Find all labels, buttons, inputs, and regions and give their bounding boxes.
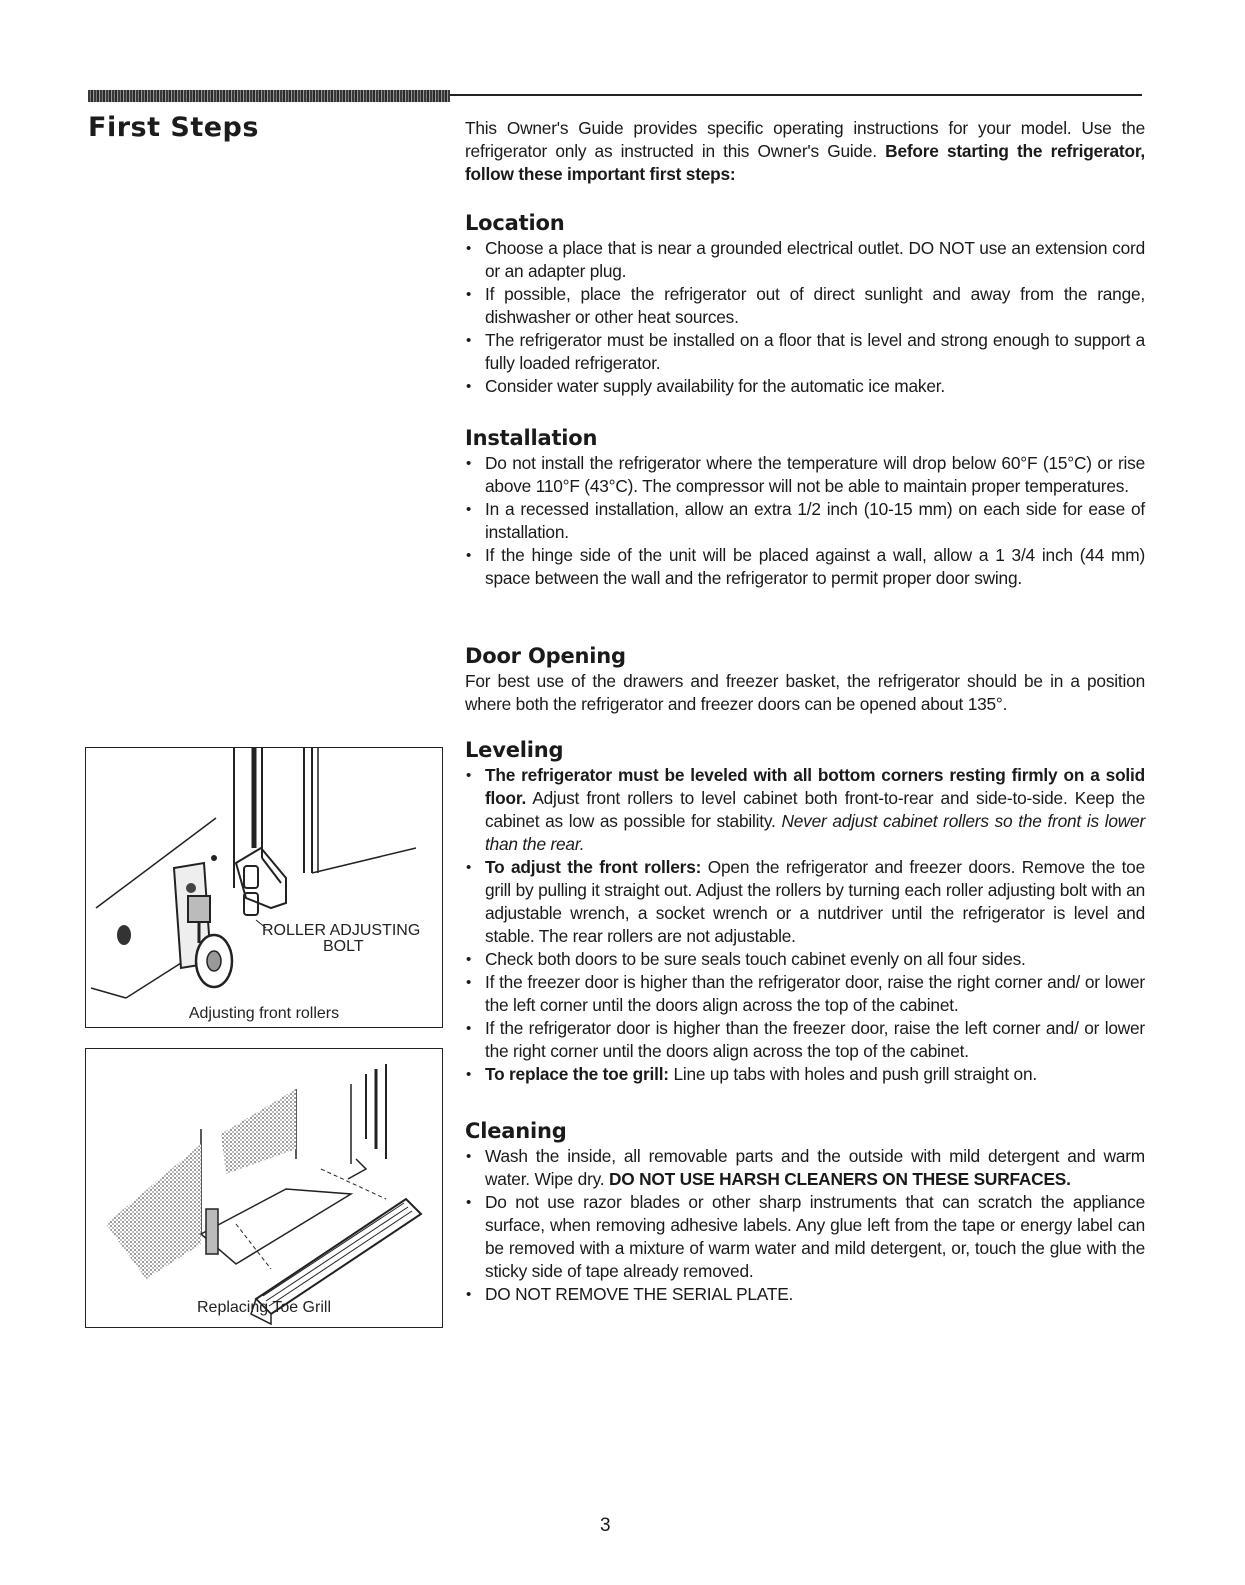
leveling-item1-text: Adjust front rollers to level cabinet both front-to-rear and side-to-side. Keep the cabinet as low as possible for stability.: [485, 788, 1145, 831]
header-rule: [450, 94, 1142, 96]
list-item: • If the hinge side of the unit will be placed against a wall, allow a 1 3/4 inch (44 mm) space between the wall and the refrigerator to permit proper door swing.: [465, 544, 1145, 590]
list-item: • If possible, place the refrigerator out of direct sunlight and away from the range, dishwasher or other heat sources.: [465, 283, 1145, 329]
leveling-heading: Leveling: [465, 738, 564, 762]
list-item: • The refrigerator must be installed on a floor that is level and strong enough to support a fully loaded refrigerator.: [465, 329, 1145, 375]
figure-toe-grill: [85, 1048, 443, 1328]
cleaning-item1-text: Wash the inside, all removable parts and the outside with mild detergent and warm water. Wipe dry.: [485, 1146, 1145, 1189]
intro-text: This Owner's Guide provides specific operating instructions for your model. Use the refrigerator only as instructed in this Owner's Guide.: [465, 118, 1145, 161]
list-item: • Do not install the refrigerator where the temperature will drop below 60°F (15°C) or rise above 110°F (43°C). The compressor will not be able to maintain proper temperatures.: [465, 452, 1145, 498]
figure1-caption: Adjusting front rollers: [188, 1005, 340, 1022]
list-item: • DO NOT REMOVE THE SERIAL PLATE.: [465, 1283, 1145, 1306]
roller-illustration: [86, 748, 442, 1027]
installation-list: [465, 452, 1145, 590]
list-item: • Do not use razor blades or other sharp instruments that can scratch the appliance surface, when removing adhesive labels. Any glue left from the tape or energy label can be removed with a mixture of warm water and mild detergent, or, touch the glue with the sticky side of tape already removed.: [465, 1191, 1145, 1283]
cleaning-item1-bold: DO NOT USE HARSH CLEANERS ON THESE SURFACES.: [609, 1169, 1071, 1189]
roller-label-line2: BOLT: [323, 938, 364, 955]
header-hatch-bar: [88, 90, 450, 102]
leveling-item2-text: Open the refrigerator and freezer doors. Remove the toe grill by pulling it straight out. Adjust the rollers by turning each roller adjusting bolt with an adjustable wrench, a socket wrench or a nutdriver until the refrigerator is level and stable. The rear rollers are not adjustable.: [485, 857, 1145, 946]
list-item: • Check both doors to be sure seals touch cabinet evenly on all four sides.: [465, 948, 1145, 971]
installation-heading: Installation: [465, 426, 598, 450]
list-item: • Consider water supply availability for the automatic ice maker.: [465, 375, 1145, 398]
leveling-item1-italic: Never adjust cabinet rollers so the front is lower than the rear.: [485, 811, 1145, 854]
door-opening-text: For best use of the drawers and freezer basket, the refrigerator should be in a position where both the refrigerator and freezer doors can be opened about 135°.: [465, 671, 1145, 714]
list-item: [465, 764, 1145, 856]
intro-bold-text: Before starting the refrigerator, follow these important first steps:: [465, 141, 1145, 184]
figure2-caption: Replacing Toe Grill: [197, 1299, 331, 1316]
page-title: First Steps: [88, 112, 259, 143]
list-item: [465, 1145, 1145, 1191]
list-item: • Choose a place that is near a grounded electrical outlet. DO NOT use an extension cord or an adapter plug.: [465, 237, 1145, 283]
location-heading: Location: [465, 211, 565, 235]
roller-label-line1: ROLLER ADJUSTING: [262, 922, 421, 939]
list-item: • In a recessed installation, allow an extra 1/2 inch (10-15 mm) on each side for ease of installation.: [465, 498, 1145, 544]
installation-section: [465, 427, 1145, 590]
leveling-item6-text: Line up tabs with holes and push grill straight on.: [668, 1064, 1037, 1084]
main-content: [465, 117, 1145, 1304]
toe-grill-illustration: [86, 1049, 442, 1327]
leveling-item2-bold: To adjust the front rollers:: [485, 857, 702, 877]
location-section: [465, 212, 1145, 398]
location-list: [465, 237, 1145, 398]
list-item: [465, 856, 1145, 948]
intro-paragraph: [465, 117, 1145, 186]
cleaning-section: [465, 1120, 1145, 1306]
leveling-item1-bold: The refrigerator must be leveled with all bottom corners resting firmly on a solid floor.: [485, 765, 1145, 808]
figure-adjusting-rollers: [85, 747, 443, 1028]
list-item: • If the freezer door is higher than the refrigerator door, raise the right corner and/ or lower the left corner until the doors align across the top of the cabinet.: [465, 971, 1145, 1017]
door-opening-heading: Door Opening: [465, 644, 626, 668]
door-opening-section: [465, 645, 1145, 716]
leveling-section: [465, 739, 1145, 1086]
cleaning-heading: Cleaning: [465, 1119, 567, 1143]
list-item: • If the refrigerator door is higher than the freezer door, raise the left corner and/ or lower the right corner until the doors align across the top of the cabinet.: [465, 1017, 1145, 1063]
list-item: [465, 1063, 1145, 1086]
leveling-item6-bold: To replace the toe grill:: [485, 1064, 669, 1084]
cleaning-list: [465, 1145, 1145, 1306]
leveling-list: [465, 764, 1145, 1086]
page-number: 3: [600, 1515, 611, 1536]
